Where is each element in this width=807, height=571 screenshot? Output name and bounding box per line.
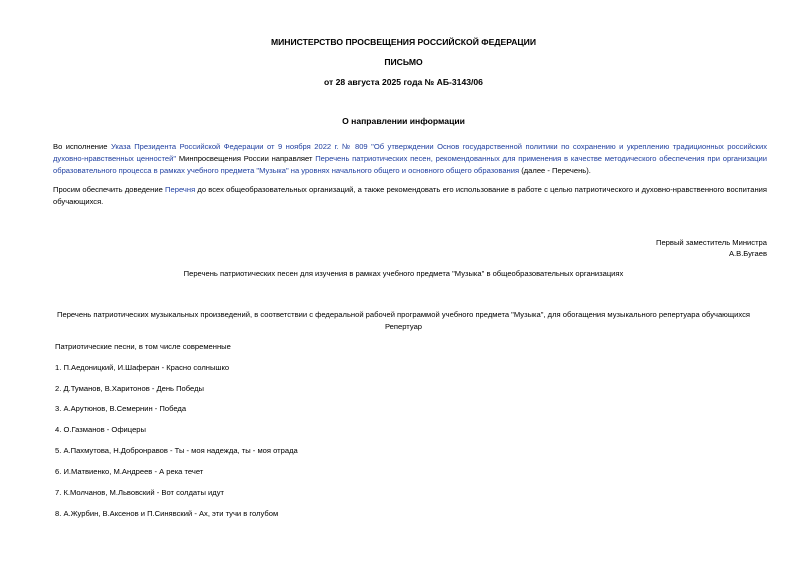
document-date-number: от 28 августа 2025 года № АБ-3143/06 bbox=[324, 77, 483, 87]
paragraph-1 bbox=[53, 141, 767, 177]
decree-link[interactable]: Указа Президента Российской Федерации от 9 ноября 2022 г. № 809 "Об утверждении Основ государственной политики по сохранению и укреплению традиционных российских духовно-нравственных ценностей" bbox=[53, 142, 767, 163]
section-label: Патриотические песни, в том числе современные bbox=[55, 342, 231, 351]
list-item: 4. О.Газманов - Офицеры bbox=[55, 425, 146, 434]
signature-block bbox=[656, 237, 767, 259]
list-item: 1. П.Аедоницкий, И.Шаферан - Красно солнышко bbox=[55, 363, 230, 372]
signatory-name: А.В.Бугаев bbox=[728, 249, 767, 258]
paragraph-2 bbox=[53, 184, 767, 208]
list-link[interactable]: Перечня bbox=[165, 185, 196, 194]
document-type: ПИСЬМО bbox=[384, 57, 423, 67]
paragraph-2-text-b: до всех общеобразовательных организаций, а также рекомендовать его использование в работе с целью патриотического и духовно-нравственного воспитания обучающихся. bbox=[53, 185, 767, 206]
song-list-title: Перечень патриотических песен для изучения в рамках учебного предмета "Музыка" в общеобразовательных организациях bbox=[183, 269, 624, 278]
ministry-title: МИНИСТЕРСТВО ПРОСВЕЩЕНИЯ РОССИЙСКОЙ ФЕДЕРАЦИИ bbox=[270, 37, 537, 47]
paragraph-2-text-a: Просим обеспечить доведение bbox=[53, 185, 166, 194]
list-item: 3. А.Арутюнов, В.Семернин - Победа bbox=[55, 404, 187, 413]
list-item: 8. А.Журбин, В.Аксенов и П.Синявский - Ах, эти тучи в голубом bbox=[55, 509, 279, 518]
works-list-title: Перечень патриотических музыкальных произведений, в соответствии с федеральной рабочей программой учебного предмета "Музыка", для обогащения музыкального репертуара обучающихся bbox=[57, 310, 750, 319]
paragraph-1-text-a: Во исполнение bbox=[53, 142, 111, 151]
repertoire-label: Репертуар bbox=[384, 322, 423, 331]
list-item: 7. К.Молчанов, М.Львовский - Вот солдаты идут bbox=[55, 488, 224, 497]
list-item: 6. И.Матвиенко, М.Андреев - А река течет bbox=[55, 467, 204, 476]
list-item: 2. Д.Туманов, В.Харитонов - День Победы bbox=[55, 384, 204, 393]
paragraph-1-text-c: (далее - Перечень). bbox=[519, 166, 591, 175]
song-list-link[interactable]: Перечень патриотических песен, рекомендованных для применения в качестве методического обеспечения при организации образовательного процесса в рамках учебного предмета "Музыка" на уровнях начального общего и основного общего образования bbox=[53, 154, 767, 175]
signatory-position: Первый заместитель Министра bbox=[656, 238, 767, 247]
list-item: 5. А.Пахмутова, Н.Добронравов - Ты - моя надежда, ты - моя отрада bbox=[55, 446, 298, 455]
paragraph-1-text-b: Минпросвещения России направляет bbox=[176, 154, 316, 163]
document-subject: О направлении информации bbox=[342, 116, 465, 126]
